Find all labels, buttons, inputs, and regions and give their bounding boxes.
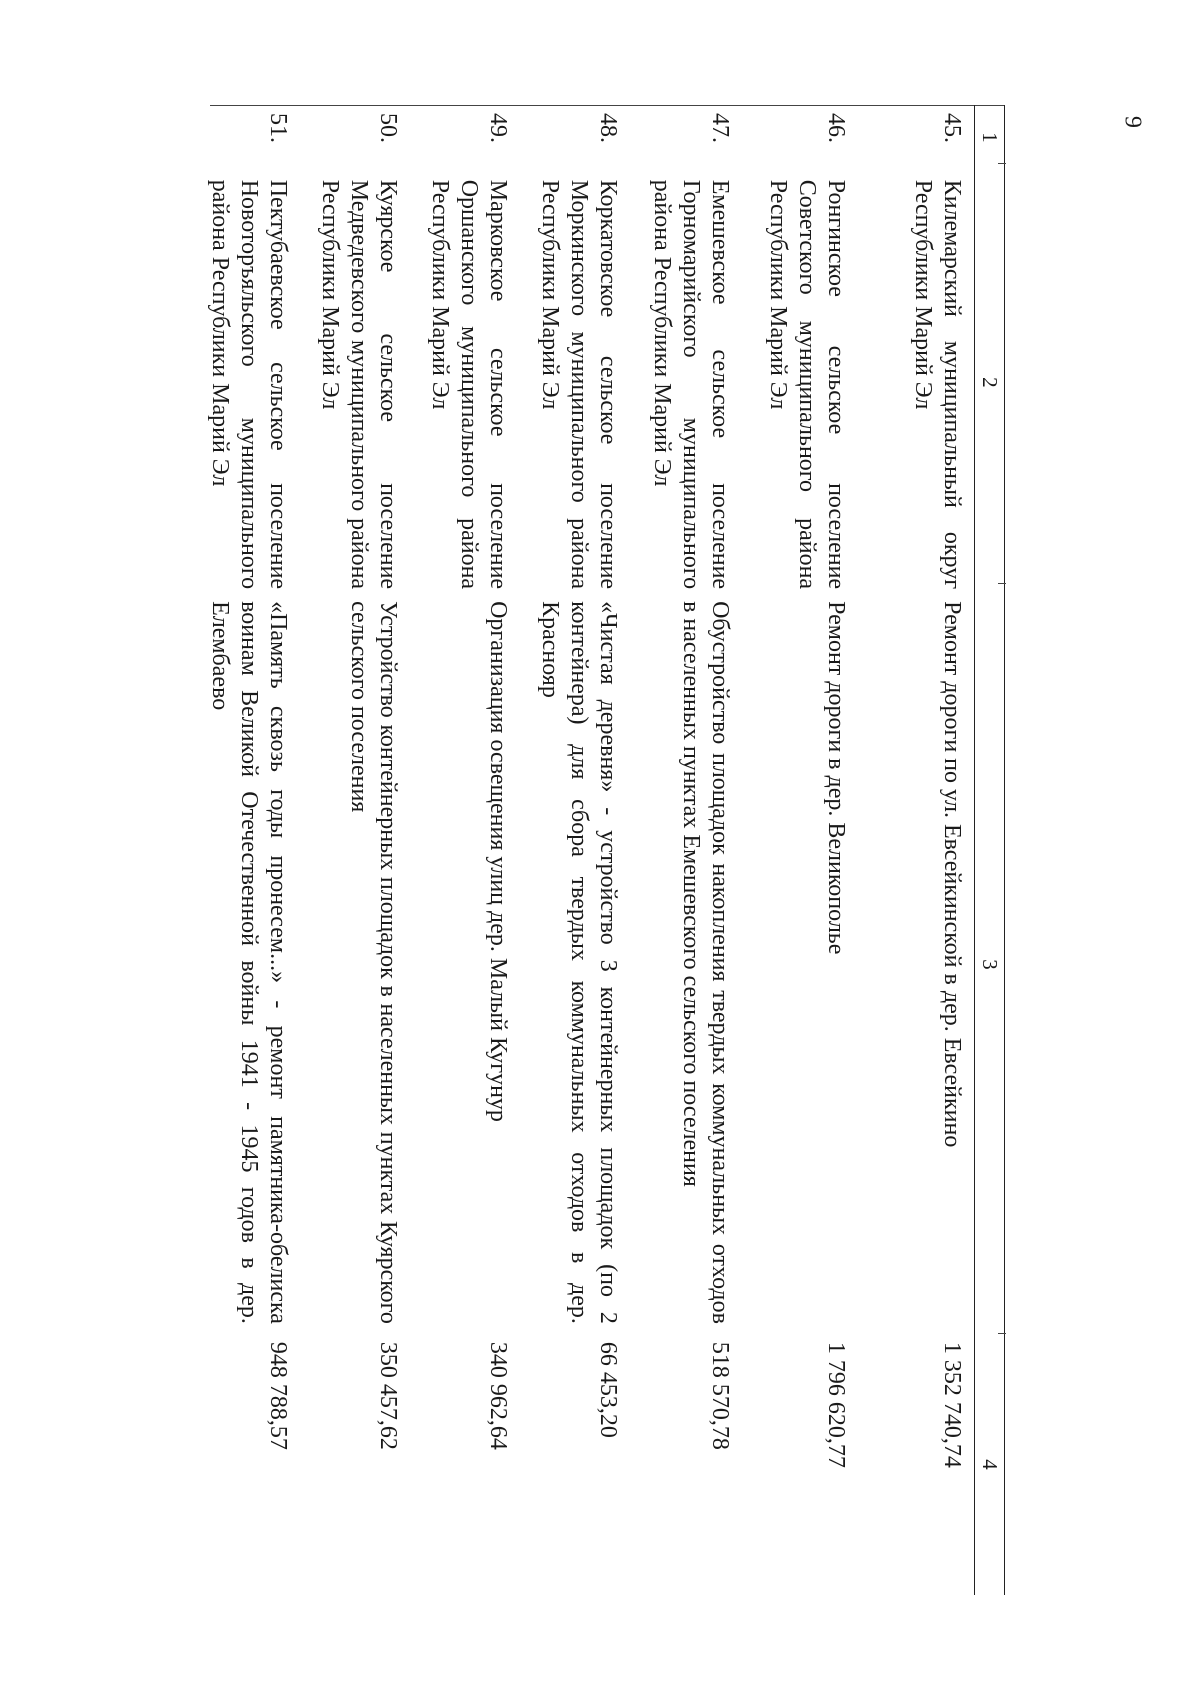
row-amount: 350 457,62 xyxy=(375,1341,402,1450)
row-project-name: «Чистая деревня» - устройство 3 контейнерных площадок (по 2 контейнера) для сбора твердых коммунальных отходов в дер. Краснояр xyxy=(537,601,622,1324)
header-col-4: 4 xyxy=(978,1459,1002,1470)
row-number: 48. xyxy=(595,113,622,143)
row-number: 46. xyxy=(823,113,850,143)
page-number: 9 xyxy=(1119,116,1146,128)
row-amount: 948 788,57 xyxy=(265,1341,292,1450)
table-row xyxy=(521,105,631,1595)
row-organization: Куярское сельское поселение Медведевского муниципального района Республики Марий Эл xyxy=(317,179,402,590)
row-organization: Ронгинское сельское поселение Советского муниципального района Республики Марий Эл xyxy=(765,179,850,590)
row-project-name: Устройство контейнерных площадок в населенных пунктах Куярского сельского поселения xyxy=(346,601,402,1324)
row-number: 51. xyxy=(265,113,292,143)
funding-table xyxy=(176,105,1006,1595)
row-number: 50. xyxy=(375,113,402,143)
row-project-name: «Память сквозь годы пронесем...» - ремонт памятника-обелиска воинам Великой Отечественной войны 1941 - 1945 годов в дер. Елембаево xyxy=(207,601,292,1324)
header-col-1: 1 xyxy=(978,132,1002,143)
row-organization: Марковское сельское поселение Оршанского муниципального района Республики Марий Эл xyxy=(427,179,512,590)
row-project-name: Организация освещения улиц дер. Малый Кугунур xyxy=(485,601,512,1122)
table-row xyxy=(176,105,301,1595)
row-organization: Коркатовское сельское поселение Моркинского муниципального района Республики Марий Эл xyxy=(537,179,622,590)
row-number: 49. xyxy=(485,113,512,143)
row-organization: Пектубаевское сельское поселение Новоторъяльского муниципального района Республики Марий Эл xyxy=(207,179,292,590)
row-amount: 518 570,78 xyxy=(707,1341,734,1450)
header-col-2: 2 xyxy=(978,377,1002,388)
row-amount: 66 453,20 xyxy=(595,1341,622,1438)
row-number: 45. xyxy=(939,113,965,143)
table-row xyxy=(301,105,411,1595)
row-project-name: Ремонт дороги в дер. Великополье xyxy=(823,601,850,955)
row-amount: 340 962,64 xyxy=(485,1341,512,1450)
row-project-name: Ремонт дороги по ул. Евсейкинской в дер. Евсейкино xyxy=(939,601,965,1148)
table-row xyxy=(859,105,975,1595)
row-organization: Килемарский муниципальный округ Республики Марий Эл xyxy=(910,179,965,590)
row-project-name: Обустройство площадок накопления твердых коммунальных отходов в населенных пунктах Емешевского сельского поселения xyxy=(678,601,734,1324)
table-row xyxy=(631,105,743,1595)
table-row xyxy=(743,105,859,1595)
header-col-3: 3 xyxy=(978,959,1002,970)
row-amount: 1 352 740,74 xyxy=(939,1341,965,1468)
row-organization: Емешевское сельское поселение Горномарийского муниципального района Республики Марий Эл xyxy=(649,179,734,590)
table-row xyxy=(411,105,521,1595)
row-amount: 1 796 620,77 xyxy=(823,1341,850,1468)
table-header-row xyxy=(975,105,1006,1595)
document-table-area xyxy=(207,105,1005,1595)
row-number: 47. xyxy=(707,113,734,143)
